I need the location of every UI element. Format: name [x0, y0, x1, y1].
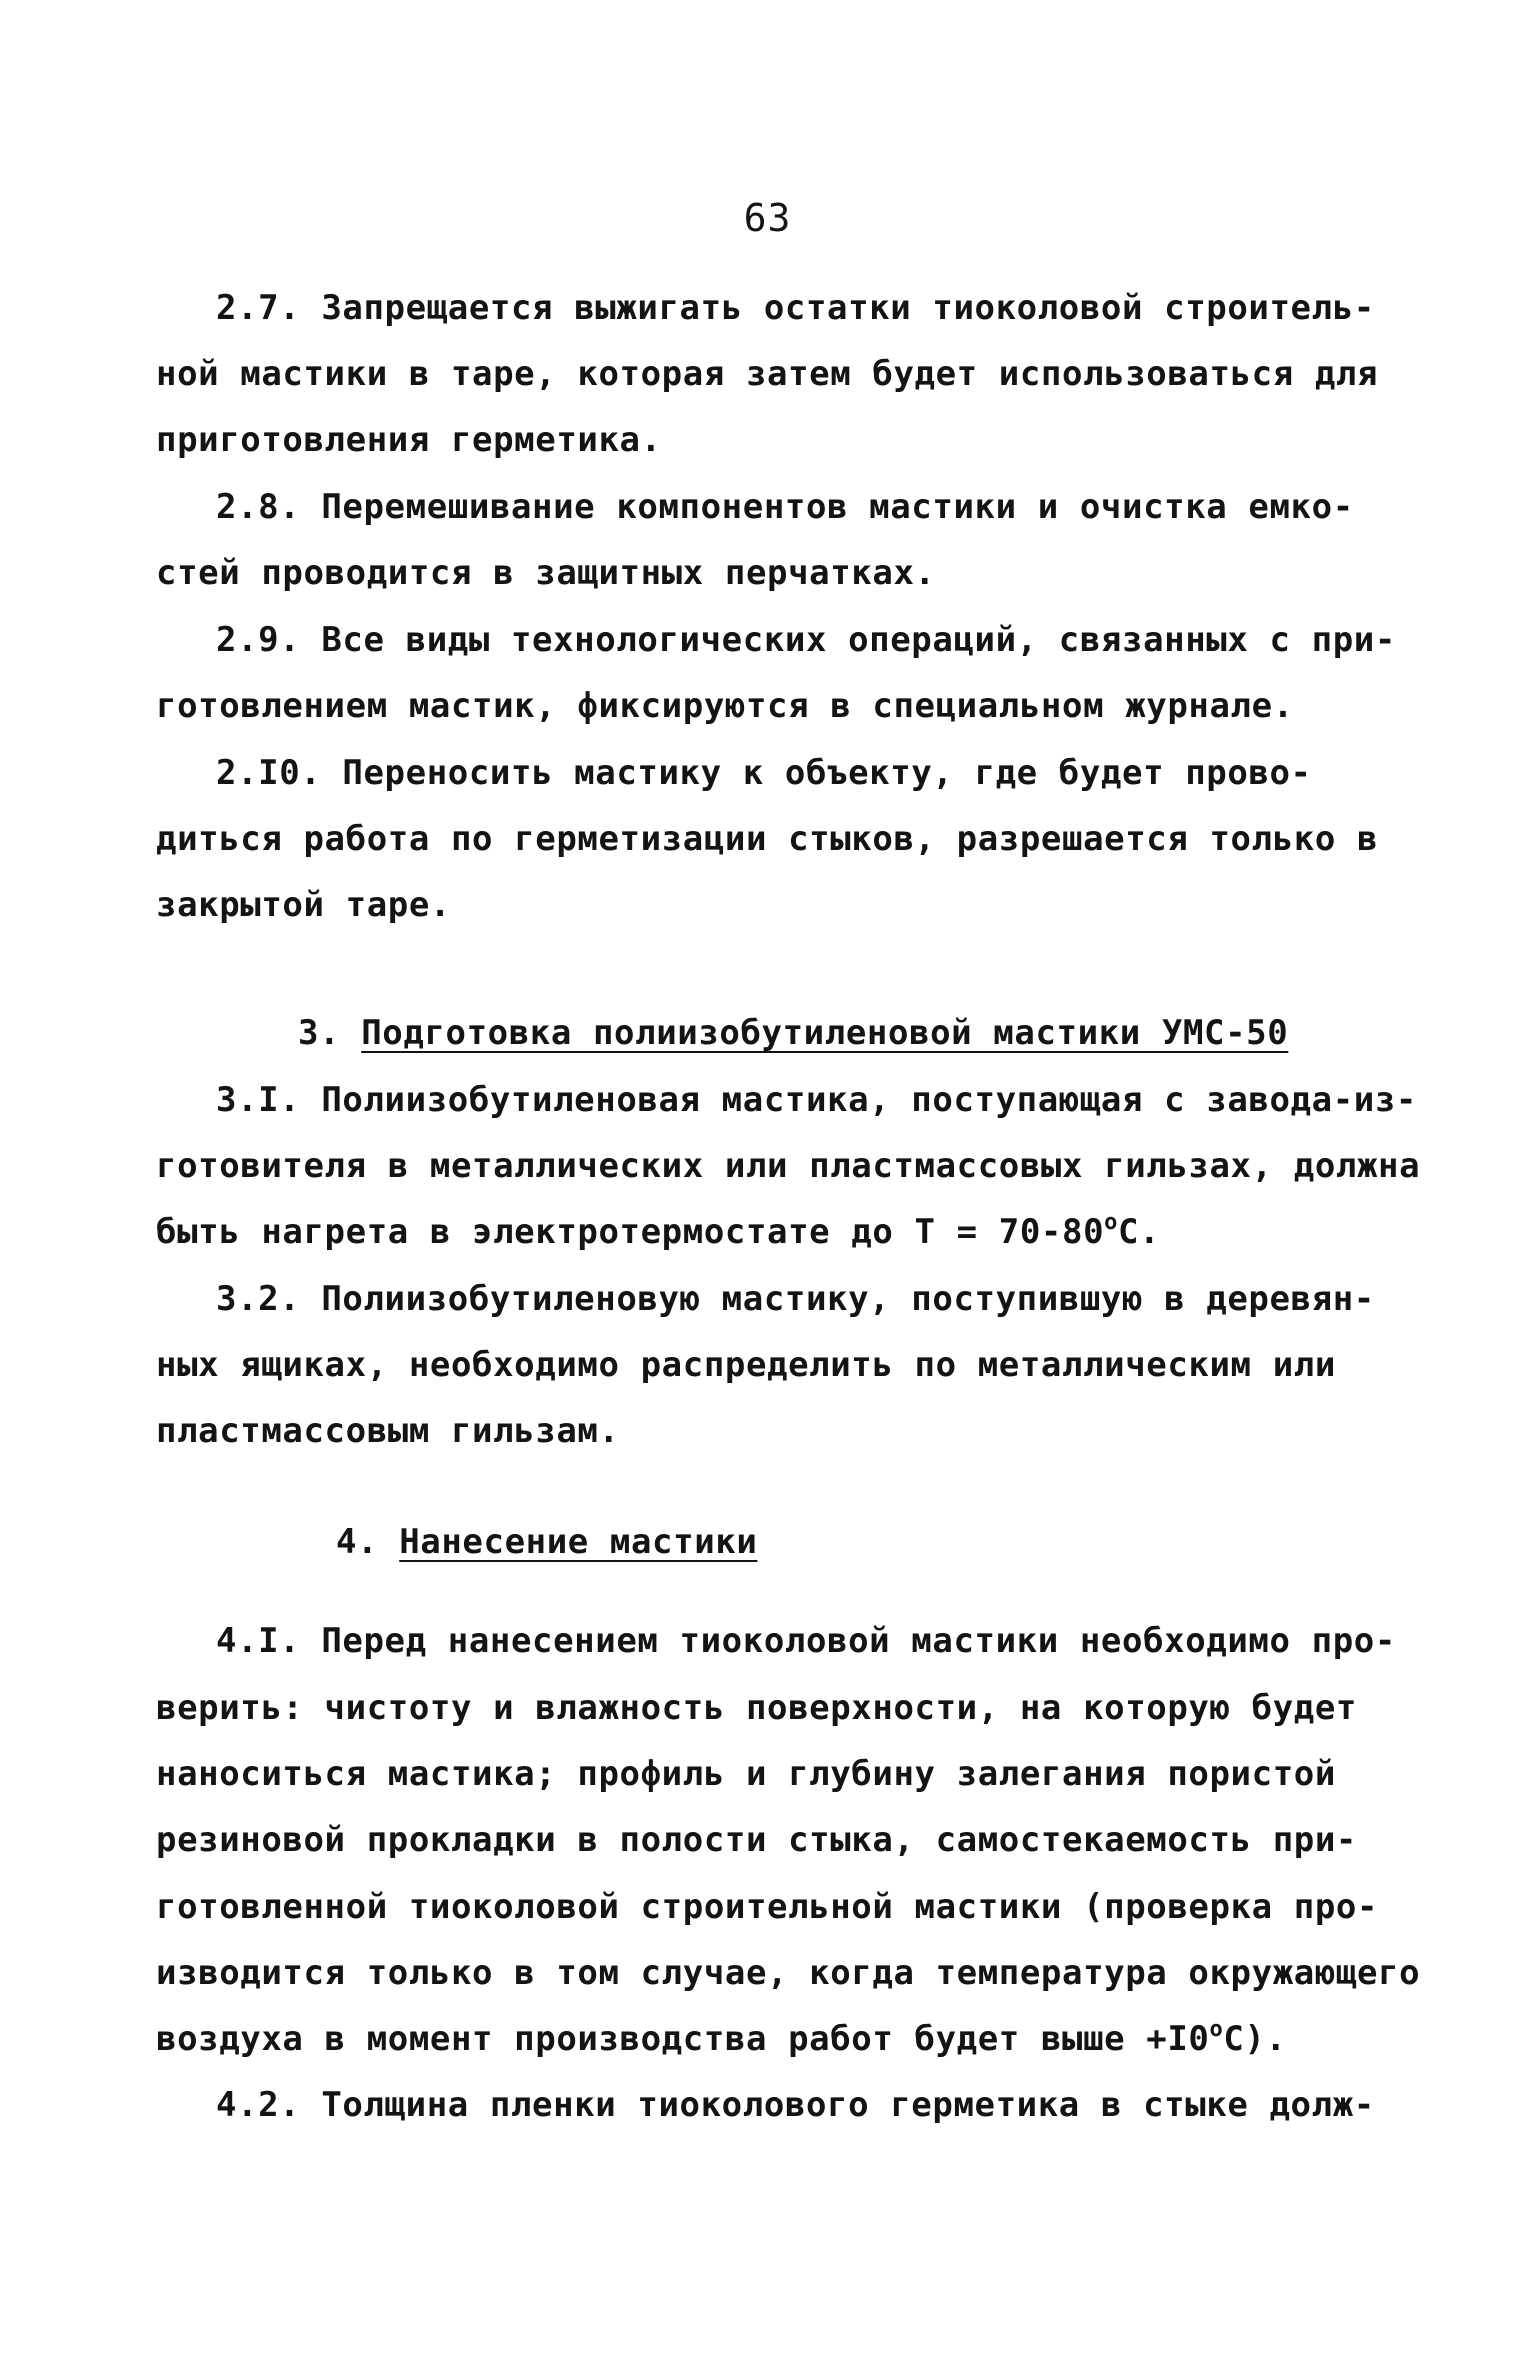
paragraph-3-2-line-2: ных ящиках, необходимо распределить по металлическим или: [156, 1345, 1336, 1385]
paragraph-4-1-line-4: резиновой прокладки в полости стыка, самостекаемость при-: [156, 1820, 1357, 1860]
paragraph-4-1-line-5: готовленной тиоколовой строительной мастики (проверка про-: [156, 1887, 1379, 1927]
paragraph-2-10-line-2: диться работа по герметизации стыков, разрешается только в: [156, 819, 1379, 859]
paragraph-4-1-line-7: [156, 2017, 1287, 2061]
section-3-number: 3.: [298, 1013, 341, 1053]
paragraph-4-1-line-2: верить: чистоту и влажность поверхности, на которую будет: [156, 1688, 1357, 1728]
paragraph-4-1-line-1: 4.I. Перед нанесением тиоколовой мастики необходимо про-: [216, 1621, 1396, 1661]
paragraph-2-8-line-1: 2.8. Перемешивание компонентов мастики и очистка емко-: [216, 487, 1354, 527]
paragraph-4-2-line-1: 4.2. Толщина пленки тиоколового герметика в стыке долж-: [216, 2085, 1375, 2125]
paragraph-4-1-line-7-unit: С).: [1223, 2019, 1287, 2059]
paragraph-3-2-line-1: 3.2. Полиизобутиленовую мастику, поступившую в деревян-: [216, 1279, 1375, 1319]
paragraph-4-1-line-6: изводится только в том случае, когда температура окружающего: [156, 1953, 1421, 1993]
paragraph-2-9-line-2: готовлением мастик, фиксируются в специальном журнале.: [156, 686, 1294, 726]
paragraph-2-10-line-1: 2.I0. Переносить мастику к объекту, где будет прово-: [216, 753, 1312, 793]
paragraph-3-1-line-3-text: быть нагрета в электротермостате до Т = 70-80: [156, 1212, 1105, 1252]
page-number: 63: [743, 196, 792, 240]
degree-mark: о: [1209, 2017, 1224, 2042]
paragraph-3-1-line-2: готовителя в металлических или пластмассовых гильзах, должна: [156, 1146, 1421, 1186]
paragraph-2-9-line-1: 2.9. Все виды технологических операций, связанных с при-: [216, 620, 1396, 660]
paragraph-2-7-line-3: приготовления герметика.: [156, 420, 662, 460]
section-3-title: Подготовка полиизобутиленовой мастики УМС-50: [361, 1013, 1289, 1053]
paragraph-2-8-line-2: стей проводится в защитных перчатках.: [156, 553, 936, 593]
paragraph-3-1-line-1: 3.I. Полиизобутиленовая мастика, поступающая с завода-из-: [216, 1080, 1417, 1120]
paragraph-2-10-line-3: закрытой таре.: [156, 885, 451, 925]
section-4-title: Нанесение мастики: [399, 1522, 758, 1562]
paragraph-3-2-line-3: пластмассовым гильзам.: [156, 1411, 620, 1451]
degree-mark: о: [1104, 1210, 1118, 1235]
section-4-heading: [336, 1520, 757, 1564]
paragraph-3-1-line-3: [156, 1210, 1160, 1254]
paragraph-2-7-line-1: 2.7. Запрещается выжигать остатки тиоколовой строитель-: [216, 288, 1375, 328]
paragraph-4-1-line-7-text: воздуха в момент производства работ будет выше +I0: [156, 2019, 1210, 2059]
paragraph-2-7-line-2: ной мастики в таре, которая затем будет использоваться для: [156, 354, 1379, 394]
paragraph-4-1-line-3: наноситься мастика; профиль и глубину залегания пористой: [156, 1754, 1336, 1794]
paragraph-3-1-line-3-unit: С.: [1118, 1212, 1161, 1252]
section-3-heading: [298, 1011, 1288, 1055]
section-4-number: 4.: [336, 1522, 379, 1562]
